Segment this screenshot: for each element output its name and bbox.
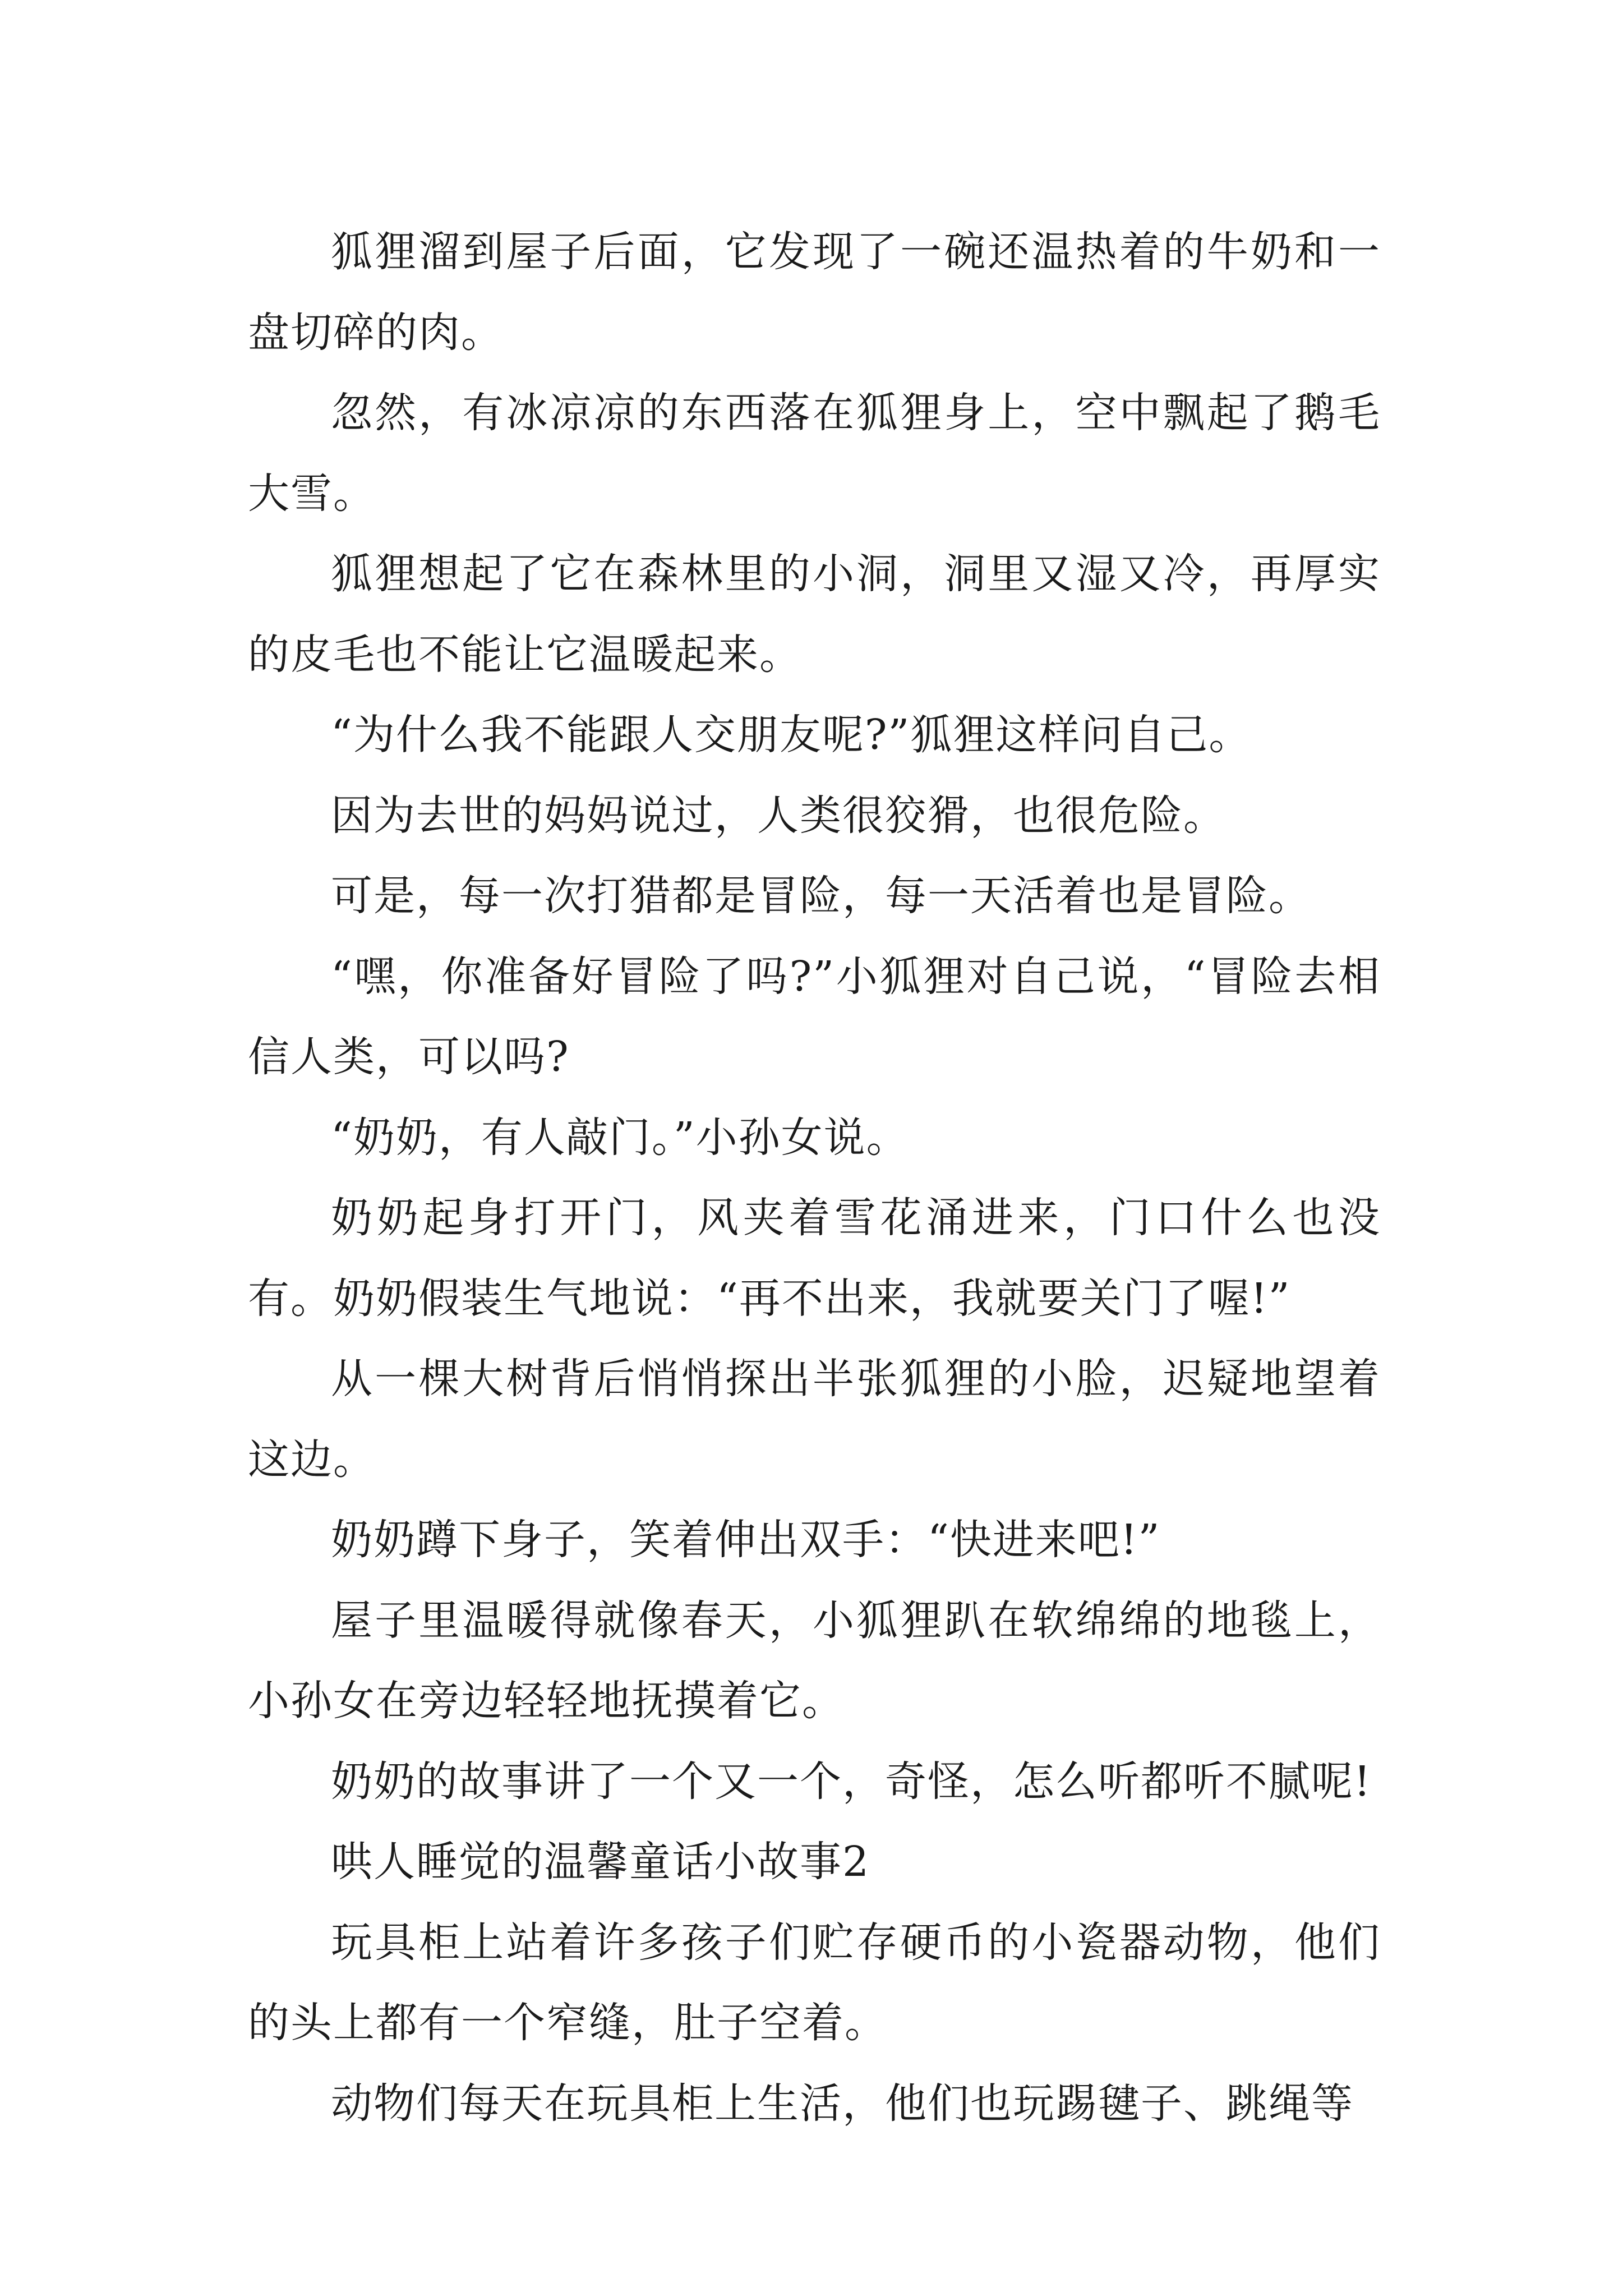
paragraph: 奶奶起身打开门，风夹着雪花涌进来，门口什么也没有。奶奶假装生气地说：“再不出来，我就要关门了喔!” — [248, 1194, 1381, 1323]
paragraph: 狐狸想起了它在森林里的小洞，洞里又湿又冷，再厚实的皮毛也不能让它温暖起来。 — [248, 550, 1381, 679]
paragraph: 奶奶蹲下身子，笑着伸出双手：“快进来吧!” — [331, 1516, 1161, 1564]
section-title: 哄人睡觉的温馨童话小故事2 — [331, 1838, 870, 1886]
paragraph: 因为去世的妈妈说过，人类很狡猾，也很危险。 — [331, 791, 1226, 840]
paragraph: 从一棵大树背后悄悄探出半张狐狸的小脸，迟疑地望着这边。 — [248, 1355, 1381, 1484]
paragraph: “嘿，你准备好冒险了吗?”小狐狸对自己说，“冒险去相信人类，可以吗? — [248, 952, 1381, 1081]
paragraph: 屋子里温暖得就像春天，小狐狸趴在软绵绵的地毯上，小孙女在旁边轻轻地抚摸着它。 — [248, 1596, 1381, 1725]
paragraph: 狐狸溜到屋子后面，它发现了一碗还温热着的牛奶和一盘切碎的肉。 — [248, 228, 1381, 357]
document-body — [248, 212, 1381, 2144]
paragraph: 动物们每天在玩具柜上生活，他们也玩踢毽子、跳绳等 — [331, 2079, 1354, 2128]
paragraph: 忽然，有冰凉凉的东西落在狐狸身上，空中飘起了鹅毛大雪。 — [248, 389, 1381, 518]
paragraph: 玩具柜上站着许多孩子们贮存硬币的小瓷器动物，他们的头上都有一个窄缝，肚子空着。 — [248, 1918, 1381, 2047]
paragraph: 奶奶的故事讲了一个又一个，奇怪，怎么听都听不腻呢! — [331, 1757, 1372, 1806]
paragraph: 可是，每一次打猎都是冒险，每一天活着也是冒险。 — [331, 872, 1311, 920]
paragraph: “为什么我不能跟人交朋友呢?”狐狸这样问自己。 — [331, 711, 1252, 759]
paragraph: “奶奶，有人敲门。”小孙女说。 — [331, 1113, 909, 1162]
